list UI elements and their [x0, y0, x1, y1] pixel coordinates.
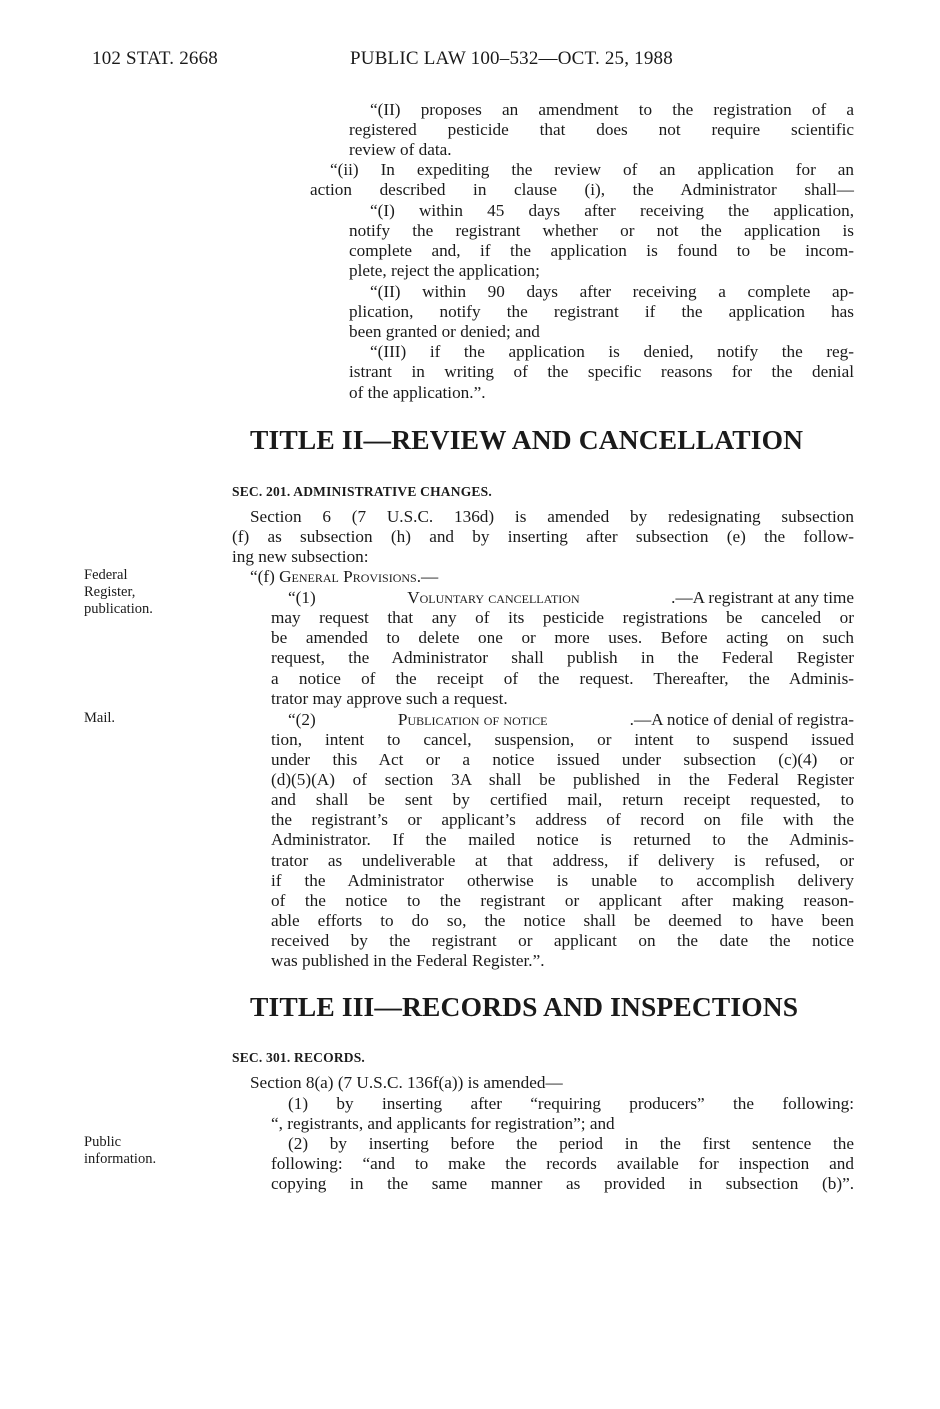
- text-line: been granted or denied; and: [349, 322, 540, 341]
- text-line: and shall be sent by certified mail, return receipt requested, to: [271, 790, 854, 809]
- text-line: Section 8(a) (7 U.S.C. 136f(a)) is amended—: [250, 1073, 563, 1092]
- text-line: plication, notify the registrant if the application has: [349, 302, 854, 321]
- text-line: was published in the Federal Register.”.: [271, 951, 545, 970]
- text-line: copying in the same manner as provided in subsection (b)”.: [271, 1174, 854, 1193]
- text-line: under this Act or a notice issued under subsection (c)(4) or: [271, 750, 854, 769]
- text-line: if the Administrator otherwise is unable to accomplish delivery: [271, 871, 854, 890]
- text-line: istrant in writing of the specific reasons for the denial: [349, 362, 854, 381]
- text-line: tion, intent to cancel, suspension, or intent to suspend issued: [271, 730, 854, 749]
- text-line: trator may approve such a request.: [271, 689, 508, 708]
- text-line: “(ii) In expediting the review of an application for an: [330, 160, 854, 179]
- text-line: plete, reject the application;: [349, 261, 540, 280]
- text-line: “(III) if the application is denied, notify the reg-: [370, 342, 854, 361]
- subsection-f-heading: “(f) General Provisions.—: [250, 567, 439, 586]
- margin-note-public-information: Public information.: [84, 1134, 157, 1167]
- text-line: complete and, if the application is found to be incom-: [349, 241, 854, 260]
- text-line: trator as undeliverable at that address, if delivery is refused, or: [271, 851, 854, 870]
- text-line: Administrator. If the mailed notice is returned to the Adminis-: [271, 830, 854, 849]
- text-line: Section 6 (7 U.S.C. 136d) is amended by redesignating subsection: [250, 507, 854, 526]
- text-line: able efforts to do so, the notice shall be deemed to have been: [271, 911, 854, 930]
- text-line: a notice of the receipt of the request. Thereafter, the Adminis-: [271, 669, 854, 688]
- text-line: of the application.”.: [349, 383, 486, 402]
- margin-note-mail: Mail.: [84, 710, 116, 726]
- text-line: may request that any of its pesticide registrations be canceled or: [271, 608, 854, 627]
- section-201-heading: SEC. 201. ADMINISTRATIVE CHANGES.: [232, 484, 492, 499]
- text-line: following: “and to make the records available for inspection and: [271, 1154, 854, 1173]
- text-line: “, registrants, and applicants for registration”; and: [271, 1114, 615, 1133]
- text-line: registered pesticide that does not require scientific: [349, 120, 854, 139]
- stat-page-number: 102 STAT. 2668: [92, 48, 219, 69]
- text-line: action described in clause (i), the Administrator shall—: [310, 180, 854, 199]
- text-line: notify the registrant whether or not the application is: [349, 221, 854, 240]
- paragraph-1-first-line: “(1) Voluntary cancellation .—A registrant at any time: [288, 588, 854, 607]
- text-line: of the notice to the registrant or applicant after making reason-: [271, 891, 854, 910]
- text-line: (f) as subsection (h) and by inserting after subsection (e) the follow-: [232, 527, 854, 546]
- text-line: (d)(5)(A) of section 3A shall be published in the Federal Register: [271, 770, 854, 789]
- text-line: (1) by inserting after “requiring producers” the following:: [288, 1094, 854, 1113]
- margin-note-federal-register: Federal Register, publication.: [84, 567, 153, 617]
- text-line: “(II) within 90 days after receiving a complete ap-: [370, 282, 854, 301]
- title-ii-heading: TITLE II—REVIEW AND CANCELLATION: [250, 424, 804, 455]
- text-line: received by the registrant or applicant on the date the notice: [271, 931, 854, 950]
- text-line: request, the Administrator shall publish in the Federal Register: [271, 648, 854, 667]
- title-iii-heading: TITLE III—RECORDS AND INSPECTIONS: [250, 991, 799, 1022]
- text-line: (2) by inserting before the period in the first sentence the: [288, 1134, 854, 1153]
- running-header: PUBLIC LAW 100–532—OCT. 25, 1988: [350, 48, 673, 69]
- text-line: ing new subsection:: [232, 547, 369, 566]
- text-line: “(I) within 45 days after receiving the application,: [370, 201, 854, 220]
- text-line: “(II) proposes an amendment to the registration of a: [370, 100, 854, 119]
- text-line: the registrant’s or applicant’s address of record on file with the: [271, 810, 854, 829]
- text-line: be amended to delete one or more uses. Before acting on such: [271, 628, 854, 647]
- section-301-heading: SEC. 301. RECORDS.: [232, 1050, 365, 1065]
- text-line: review of data.: [349, 140, 452, 159]
- paragraph-2-first-line: “(2) Publication of notice .—A notice of denial of registra-: [288, 710, 854, 729]
